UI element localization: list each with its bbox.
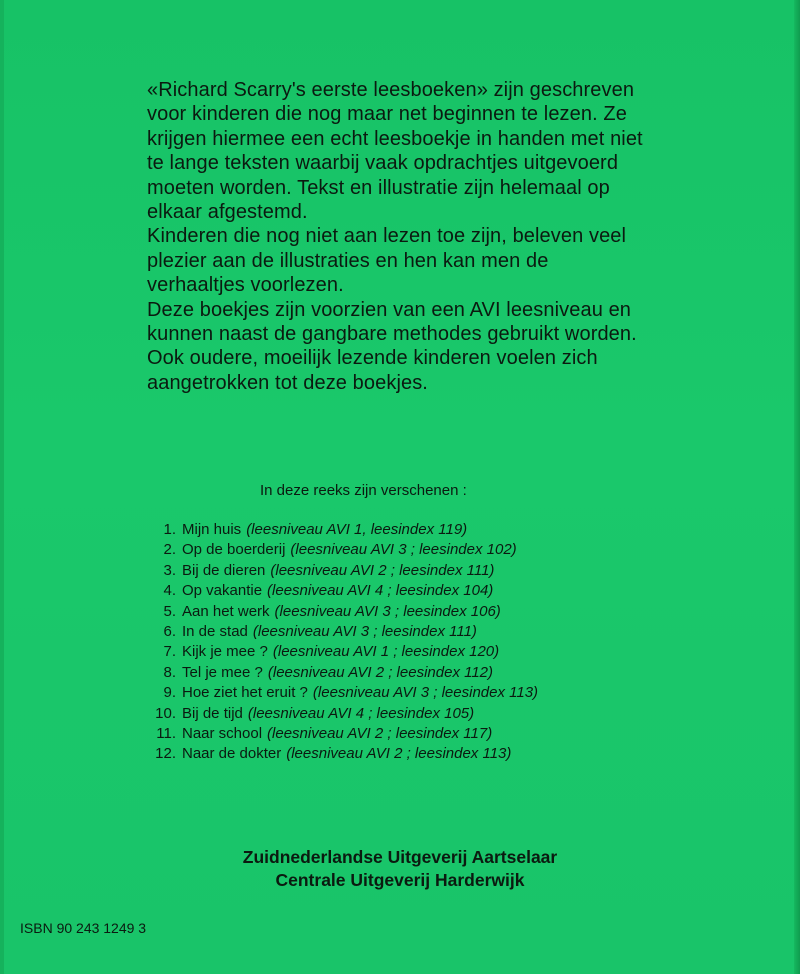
book-reading-level: (leesniveau AVI 3 ; leesindex 111) [252,623,477,641]
book-number: 6. [163,623,176,641]
book-list-item [130,704,538,724]
isbn-number: ISBN 90 243 1249 3 [20,920,147,936]
intro-paragraph: Kinderen die nog niet aan lezen toe zijn, beleven veel plezier aan de illustraties en hen kan men de verhaaltjes voorlezen. [147,225,627,297]
book-title: Op de boerderij [182,541,286,559]
book-list-item [130,581,538,601]
intro-text [147,78,647,395]
book-reading-level: (leesniveau AVI 3 ; leesindex 113) [312,684,539,702]
book-list-item [130,520,538,540]
book-number: 1. [163,521,176,538]
book-number: 4. [163,582,176,600]
book-title: Bij de tijd [182,704,243,722]
book-number: 11. [156,725,176,743]
book-reading-level: (leesniveau AVI 3 ; leesindex 102) [290,541,517,559]
intro-paragraph: «Richard Scarry's eerste leesboeken» zijn geschreven voor kinderen die nog maar net beginnen te lezen. Ze krijgen hiermee een echt leesboekje in handen met niet te lange teksten waarbij vaak opdrachtjes uitgevoerd moeten worden. Tekst en illustratie zijn helemaal op elkaar afgestemd. [147,79,643,224]
book-number: 9. [163,684,176,702]
book-title: Tel je mee ? [182,663,263,681]
intro-paragraph: Ook oudere, moeilijk lezende kinderen voelen zich aangetrokken tot deze boekjes. [147,347,598,394]
book-title: Aan het werk [182,602,270,620]
book-reading-level: (leesniveau AVI 1, leesindex 119) [246,521,468,538]
book-number: 10. [155,704,176,722]
book-list-item [130,540,538,560]
book-list-item [130,561,538,581]
book-number: 5. [163,602,176,620]
book-list-item [130,602,538,622]
book-list-item [130,724,538,744]
book-title: Bij de dieren [182,561,266,579]
book-list-item [130,683,538,703]
book-reading-level: (leesniveau AVI 1 ; leesindex 120) [272,643,500,661]
book-reading-level: (leesniveau AVI 2 ; leesindex 117) [267,725,493,743]
book-reading-level: (leesniveau AVI 2 ; leesindex 113) [286,745,512,763]
publisher-name: Zuidnederlandse Uitgeverij Aartselaar [242,847,558,867]
book-title: Naar de dokter [182,745,282,763]
book-title: Hoe ziet het eruit ? [182,684,308,702]
book-reading-level: (leesniveau AVI 2 ; leesindex 112) [267,663,494,681]
cover-left-edge [0,0,4,974]
book-title: Naar school [182,725,263,743]
book-number: 12. [155,745,176,763]
book-list-item [130,622,538,642]
book-reading-level: (leesniveau AVI 3 ; leesindex 106) [274,602,501,620]
book-reading-level: (leesniveau AVI 4 ; leesindex 104) [267,582,494,600]
book-reading-level: (leesniveau AVI 2 ; leesindex 111) [270,561,495,579]
book-title: Op vakantie [182,582,263,600]
series-heading: In deze reeks zijn verschenen : [260,482,467,499]
book-list [130,520,538,765]
book-number: 3. [163,561,176,579]
cover-right-edge [794,0,800,974]
book-number: 8. [163,663,176,681]
book-list-item [130,744,538,764]
publishers [0,846,800,892]
publisher-name: Centrale Uitgeverij Harderwijk [275,870,525,890]
book-list-item [130,663,538,683]
book-list-item [130,642,538,662]
intro-paragraph: Deze boekjes zijn voorzien van een AVI leesniveau en kunnen naast de gangbare methodes gebruikt worden. [147,298,637,346]
book-number: 7. [163,643,176,661]
book-reading-level: (leesniveau AVI 4 ; leesindex 105) [247,704,475,722]
book-number: 2. [163,541,176,559]
book-title: Kijk je mee ? [182,643,268,661]
book-title: Mijn huis [182,521,242,538]
book-title: In de stad [182,623,248,641]
